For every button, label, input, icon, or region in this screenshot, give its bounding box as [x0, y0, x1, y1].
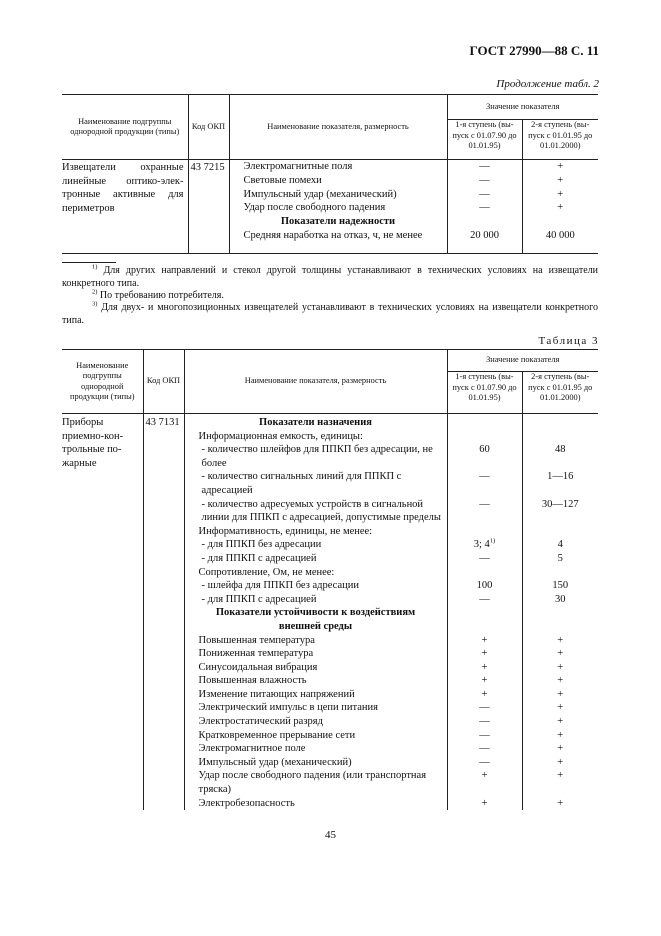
col-header-stage1: 1-я ступень (вы-пуск с 01.07.90 до 01.01.95): [447, 120, 522, 160]
table-row-value1: +: [447, 688, 522, 702]
table-row-name: Электромагнитные поля: [229, 160, 447, 174]
okp-code-cell: 43 7131: [143, 414, 184, 811]
table-row-name: - для ППКП с адресацией: [184, 593, 447, 607]
col-header-name: Наименование показателя, размерность: [184, 350, 447, 414]
table-row-name: - количество шлейфов для ППКП без адресации, не более: [184, 443, 447, 470]
table-row-value1: 100: [447, 579, 522, 593]
table-row-value2: +: [522, 756, 598, 770]
table-row-name: Электрический импульс в цепи питания: [184, 701, 447, 715]
group-cell: Приборы приемно-кон-трольные по-жарные: [62, 417, 124, 469]
table-row-name: Повышенная влажность: [184, 674, 447, 688]
footnote-2: $^{2)}$ По требованию потребителя.: [92, 288, 224, 301]
table-row-value1: +: [447, 661, 522, 675]
table-row-name: Кратковременное прерывание сети: [184, 729, 447, 743]
footnote-1: $^{1)}$ Для других направлений и стекол другой толщины устанавливают в технических условиях на извещатели конкретного типа.: [62, 263, 599, 289]
table-row-value1: —: [447, 201, 522, 215]
table-row-value2: 30: [522, 593, 598, 607]
table-row-name: Импульсный удар (механический): [229, 188, 447, 202]
table-row-value1: 60: [447, 443, 522, 470]
table-row-value1: —: [447, 470, 522, 497]
table-row-value2: +: [522, 688, 598, 702]
table-row-name: Удар после свободного падения: [229, 201, 447, 215]
okp-code-cell: 43 7215: [188, 160, 229, 254]
table-2: [62, 94, 598, 254]
table-row-value2: +: [522, 715, 598, 729]
table-row-value2: +: [522, 729, 598, 743]
table-row-name: - для ППКП с адресацией: [184, 552, 447, 566]
col-header-name: Наименование показателя, размерность: [229, 95, 447, 160]
table-row-name: - шлейфа для ППКП без адресации: [184, 579, 447, 593]
table-row-value2: 4: [522, 538, 598, 552]
table-row-value1: +: [447, 647, 522, 661]
table-row-value2: +: [522, 201, 598, 215]
table-row-value1: +: [447, 674, 522, 688]
table-row-value1: +: [447, 634, 522, 648]
table-row-value1: 3; 4$^{1)}$: [447, 538, 522, 552]
table-row-value1: +: [447, 769, 522, 796]
group-cell: Извещатели охранные линейные оптико-элек-тронные активные для периметров: [62, 160, 188, 254]
table-row-value2: +: [522, 647, 598, 661]
table-continuation-label: Продолжение табл. 2: [496, 78, 599, 90]
table-row-value1: —: [447, 593, 522, 607]
table-row-value2: +: [522, 634, 598, 648]
table-row-name: - количество сигнальных линий для ППКП с адресацией: [184, 470, 447, 497]
table-row-value2: +: [522, 674, 598, 688]
table-row-value1: —: [447, 742, 522, 756]
table-row-name: Повышенная температура: [184, 634, 447, 648]
section-heading: Показатели надежности: [229, 215, 447, 229]
table-row-name: Импульсный удар (механический): [184, 756, 447, 770]
footnote-3: $^{3)}$ Для двух- и многопозиционных извещателей устанавливают в технических условиях на извещатели конкретного типа.: [62, 300, 599, 326]
table-row-name: Информационная емкость, единицы:: [184, 430, 447, 444]
table-row-value2: 1—16: [522, 470, 598, 497]
col-header-group: Наименование подгруппы однородной продукции (типы): [62, 95, 188, 160]
table-row-name: Синусоидальная вибрация: [184, 661, 447, 675]
col-header-stage2: 2-я ступень (вы-пуск с 01.01.95 до 01.01.2000): [522, 372, 598, 414]
table-row-name: Сопротивление, Ом, не менее:: [184, 566, 447, 580]
col-header-code: Код ОКП: [143, 350, 184, 414]
table-row-value1: —: [447, 552, 522, 566]
table-row-value1: —: [447, 498, 522, 525]
col-header-group: Наименование подгруппы однородной продукции (типы): [62, 350, 143, 414]
table-row-name: Информативность, единицы, не менее:: [184, 525, 447, 539]
table-row-name: Электростатический разряд: [184, 715, 447, 729]
table-row-name: Электробезопасность: [184, 797, 447, 811]
col-header-code: Код ОКП: [188, 95, 229, 160]
col-header-value: Значение показателя: [447, 350, 598, 372]
table-row-value1: —: [447, 756, 522, 770]
table-row-value1: —: [447, 729, 522, 743]
table-row-value2: 150: [522, 579, 598, 593]
table-row-value2: +: [522, 174, 598, 188]
page-number: 45: [325, 829, 336, 841]
table-row-value1: —: [447, 188, 522, 202]
table-row-value2: 5: [522, 552, 598, 566]
footnote-separator: [62, 262, 116, 263]
page-header: ГОСТ 27990—88 С. 11: [469, 43, 599, 58]
table-3-label: Таблица 3: [538, 335, 599, 347]
table-row-value1: —: [447, 715, 522, 729]
table-row-value1: 20 000: [447, 229, 522, 254]
table-row-name: - для ППКП без адресации: [184, 538, 447, 552]
table-row-value2: +: [522, 701, 598, 715]
table-row-value2: +: [522, 188, 598, 202]
table-row-value1: —: [447, 701, 522, 715]
table-3: [62, 349, 598, 810]
section-heading: Показатели назначения: [184, 414, 447, 430]
table-row-value1: +: [447, 797, 522, 811]
table-row-value1: —: [447, 174, 522, 188]
table-row-name: Удар после свободного падения (или транспортная тряска): [184, 769, 447, 796]
table-row-value2: +: [522, 742, 598, 756]
table-row-value2: +: [522, 160, 598, 174]
table-row-name: - количество адресуемых устройств в сигнальной линии для ППКП с адресацией, допустимые пределы: [184, 498, 447, 525]
col-header-stage1: 1-я ступень (вы-пуск с 01.07.90 до 01.01.95): [447, 372, 522, 414]
section-heading: Показатели устойчивости к воздействиям внешней среды: [184, 606, 447, 633]
table-row-name: Электромагнитное поле: [184, 742, 447, 756]
col-header-value: Значение показателя: [447, 95, 598, 120]
table-row-value2: 30—127: [522, 498, 598, 525]
table-row-name: Световые помехи: [229, 174, 447, 188]
table-row-name: Пониженная температура: [184, 647, 447, 661]
table-row-name: Средняя наработка на отказ, ч, не менее: [229, 229, 447, 254]
col-header-stage2: 2-я ступень (вы-пуск с 01.01.95 до 01.01.2000): [522, 120, 598, 160]
table-row-value2: +: [522, 661, 598, 675]
table-row-name: Изменение питающих напряжений: [184, 688, 447, 702]
table-row-value2: 40 000: [522, 229, 598, 254]
table-row-value2: +: [522, 769, 598, 796]
table-row-value2: +: [522, 797, 598, 811]
table-row-value2: 48: [522, 443, 598, 470]
table-row-value1: —: [447, 160, 522, 174]
